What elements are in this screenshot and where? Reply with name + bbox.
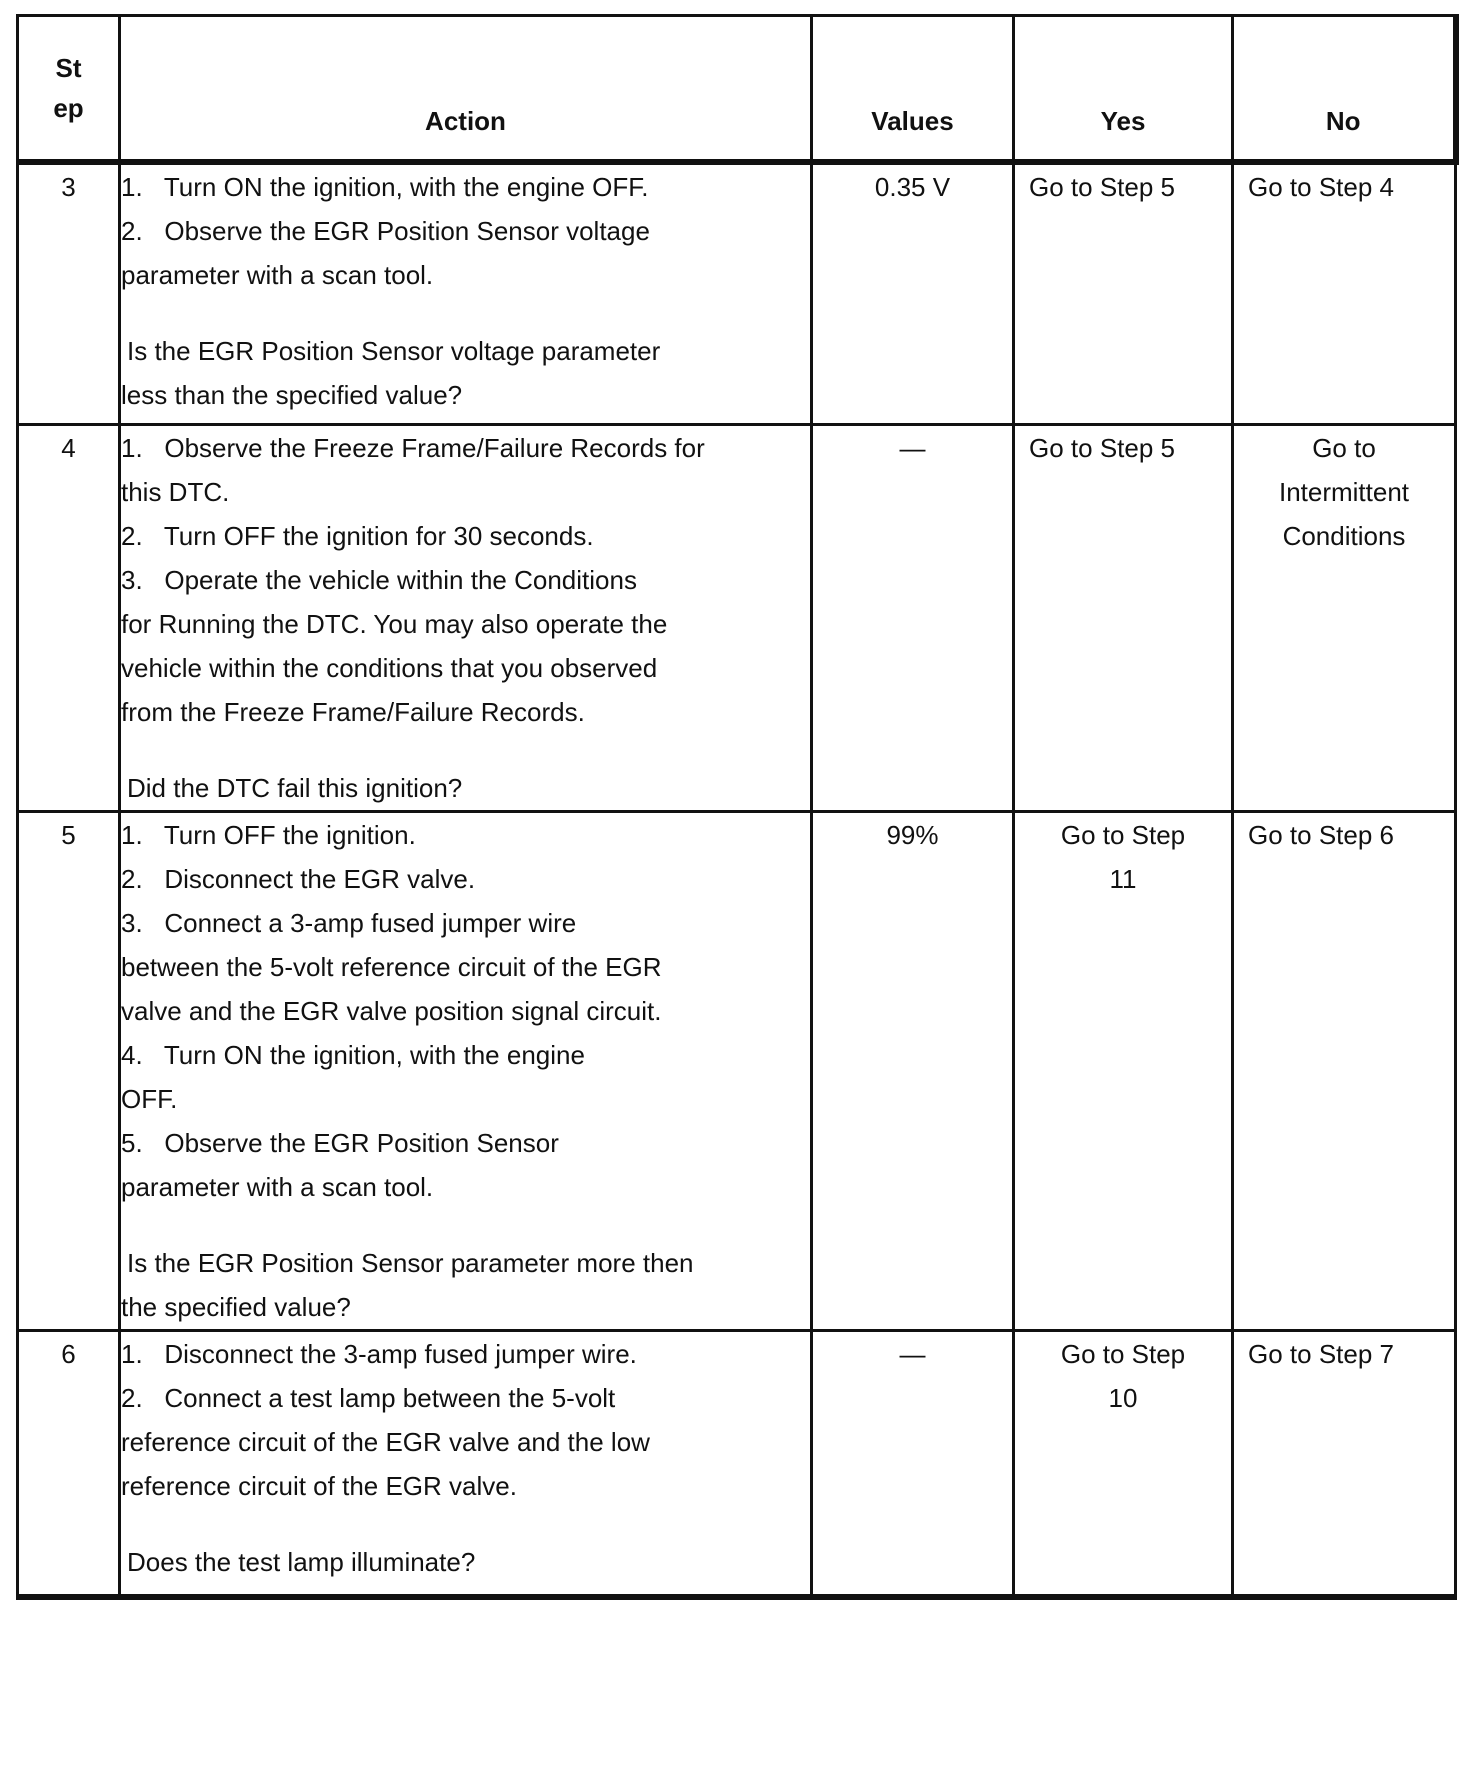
action-line: 1. Disconnect the 3-amp fused jumper wire. bbox=[121, 1338, 637, 1369]
no-cell bbox=[1233, 424, 1456, 811]
header-no: No bbox=[1233, 16, 1456, 162]
diagnostic-table bbox=[16, 14, 1459, 1600]
value-cell: — bbox=[812, 424, 1014, 811]
action-line: 3. Operate the vehicle within the Conditions bbox=[121, 564, 637, 595]
no-outcome: Go to Intermittent Conditions bbox=[1278, 432, 1410, 551]
action-line: parameter with a scan tool. bbox=[121, 259, 434, 290]
action-line: 1. Turn ON the ignition, with the engine OFF. bbox=[121, 171, 649, 202]
question-line: Is the EGR Position Sensor voltage parameter bbox=[127, 335, 661, 366]
table-row-step-6 bbox=[18, 1330, 1456, 1597]
header-yes: Yes bbox=[1014, 16, 1233, 162]
action-line: 2. Observe the EGR Position Sensor voltage bbox=[121, 215, 650, 246]
step-number: 3 bbox=[18, 162, 120, 425]
header-values: Values bbox=[812, 16, 1014, 162]
no-cell bbox=[1233, 1330, 1456, 1597]
action-line: 1. Observe the Freeze Frame/Failure Records for bbox=[121, 432, 705, 463]
spacer bbox=[121, 1508, 810, 1540]
yes-outcome: Go to Step 10 bbox=[1060, 1338, 1186, 1413]
no-outcome: Go to Step 7 bbox=[1248, 1338, 1394, 1369]
action-cell bbox=[120, 811, 812, 1330]
action-line: reference circuit of the EGR valve and the low bbox=[121, 1426, 650, 1457]
action-line: 2. Disconnect the EGR valve. bbox=[121, 863, 476, 894]
no-cell bbox=[1233, 811, 1456, 1330]
spacer bbox=[121, 297, 810, 329]
table-row-step-3 bbox=[18, 162, 1456, 425]
action-line: 2. Connect a test lamp between the 5-volt bbox=[121, 1382, 616, 1413]
no-outcome: Go to Step 4 bbox=[1248, 171, 1394, 202]
action-cell bbox=[120, 1330, 812, 1597]
value-cell: 0.35 V bbox=[812, 162, 1014, 425]
table-row-step-4 bbox=[18, 424, 1456, 811]
action-line: from the Freeze Frame/Failure Records. bbox=[121, 696, 585, 727]
action-cell bbox=[120, 162, 812, 425]
action-line: 5. Observe the EGR Position Sensor bbox=[121, 1127, 559, 1158]
no-outcome: Go to Step 6 bbox=[1248, 819, 1394, 850]
value-cell: 99% bbox=[812, 811, 1014, 1330]
question-line: Did the DTC fail this ignition? bbox=[127, 772, 463, 803]
yes-cell bbox=[1014, 424, 1233, 811]
question-line: Is the EGR Position Sensor parameter more then bbox=[127, 1247, 694, 1278]
question-line: Does the test lamp illuminate? bbox=[127, 1546, 476, 1577]
action-line: for Running the DTC. You may also operate the bbox=[121, 608, 668, 639]
question-line: less than the specified value? bbox=[121, 379, 463, 410]
step-number: 5 bbox=[18, 811, 120, 1330]
yes-cell bbox=[1014, 162, 1233, 425]
action-cell bbox=[120, 424, 812, 811]
question-line: the specified value? bbox=[121, 1291, 351, 1322]
header-row bbox=[18, 16, 1456, 162]
step-number: 6 bbox=[18, 1330, 120, 1597]
yes-outcome: Go to Step 11 bbox=[1060, 819, 1186, 894]
action-line: parameter with a scan tool. bbox=[121, 1171, 434, 1202]
header-step: St ep bbox=[18, 16, 120, 162]
yes-outcome: Go to Step 5 bbox=[1029, 432, 1175, 463]
table-row-step-5 bbox=[18, 811, 1456, 1330]
no-cell bbox=[1233, 162, 1456, 425]
action-line: OFF. bbox=[121, 1083, 178, 1114]
yes-cell bbox=[1014, 811, 1233, 1330]
action-line: vehicle within the conditions that you observed bbox=[121, 652, 658, 683]
step-number: 4 bbox=[18, 424, 120, 811]
action-line: between the 5-volt reference circuit of the EGR bbox=[121, 951, 662, 982]
header-action: Action bbox=[120, 16, 812, 162]
action-line: valve and the EGR valve position signal circuit. bbox=[121, 995, 662, 1026]
action-line: reference circuit of the EGR valve. bbox=[121, 1470, 517, 1501]
spacer bbox=[121, 1209, 810, 1241]
yes-outcome: Go to Step 5 bbox=[1029, 171, 1175, 202]
spacer bbox=[121, 734, 810, 766]
action-line: 2. Turn OFF the ignition for 30 seconds. bbox=[121, 520, 594, 551]
action-line: 4. Turn ON the ignition, with the engine bbox=[121, 1039, 585, 1070]
action-line: 3. Connect a 3-amp fused jumper wire bbox=[121, 907, 577, 938]
value-cell: — bbox=[812, 1330, 1014, 1597]
action-line: this DTC. bbox=[121, 476, 230, 507]
yes-cell bbox=[1014, 1330, 1233, 1597]
action-line: 1. Turn OFF the ignition. bbox=[121, 819, 416, 850]
